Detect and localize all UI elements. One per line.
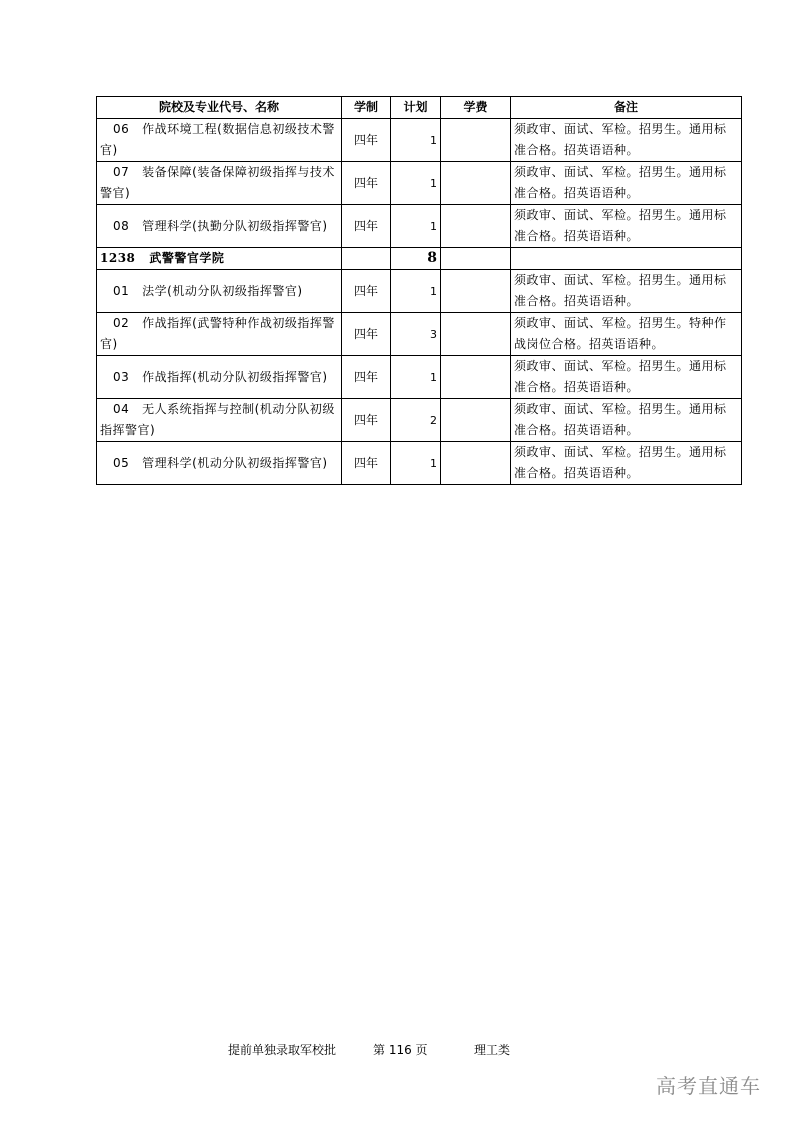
cell-tuition — [441, 119, 511, 162]
table-row — [97, 119, 742, 162]
cell-tuition — [441, 313, 511, 356]
cell-duration: 四年 — [342, 162, 391, 205]
school-row — [97, 248, 742, 270]
cell-duration: 四年 — [342, 399, 391, 442]
cell-tuition — [441, 270, 511, 313]
admissions-table — [96, 96, 742, 485]
cell-remarks: 须政审、面试、军检。招男生。通用标准合格。招英语语种。 — [511, 162, 742, 205]
table-row — [97, 313, 742, 356]
header-name: 院校及专业代号、名称 — [97, 97, 342, 119]
table-body — [97, 119, 742, 485]
table-row — [97, 399, 742, 442]
cell-plan: 1 — [391, 442, 441, 485]
cell-plan: 8 — [391, 248, 441, 270]
cell-tuition — [441, 205, 511, 248]
cell-tuition — [441, 162, 511, 205]
cell-duration: 四年 — [342, 356, 391, 399]
header-remarks: 备注 — [511, 97, 742, 119]
cell-plan: 2 — [391, 399, 441, 442]
cell-remarks — [511, 248, 742, 270]
cell-plan: 1 — [391, 270, 441, 313]
cell-tuition — [441, 399, 511, 442]
cell-plan: 1 — [391, 119, 441, 162]
cell-remarks: 须政审、面试、军检。招男生。通用标准合格。招英语语种。 — [511, 270, 742, 313]
table-header-row — [97, 97, 742, 119]
cell-name: 03 作战指挥(机动分队初级指挥警官) — [97, 356, 342, 399]
cell-tuition — [441, 442, 511, 485]
footer-batch: 提前单独录取军校批 — [228, 1043, 337, 1057]
cell-duration: 四年 — [342, 442, 391, 485]
cell-name: 04 无人系统指挥与控制(机动分队初级指挥警官) — [97, 399, 342, 442]
table-row — [97, 162, 742, 205]
cell-tuition — [441, 248, 511, 270]
cell-name: 01 法学(机动分队初级指挥警官) — [97, 270, 342, 313]
cell-remarks: 须政审、面试、军检。招男生。通用标准合格。招英语语种。 — [511, 119, 742, 162]
cell-remarks: 须政审、面试、军检。招男生。通用标准合格。招英语语种。 — [511, 399, 742, 442]
cell-name: 07 装备保障(装备保障初级指挥与技术警官) — [97, 162, 342, 205]
cell-name: 02 作战指挥(武警特种作战初级指挥警官) — [97, 313, 342, 356]
footer-category: 理工类 — [474, 1043, 511, 1057]
footer-page-number: 第 116 页 — [373, 1043, 428, 1057]
watermark-text: 高考直通车 — [656, 1074, 761, 1098]
cell-remarks: 须政审、面试、军检。招男生。通用标准合格。招英语语种。 — [511, 205, 742, 248]
cell-name: 1238 武警警官学院 — [97, 248, 342, 270]
cell-name: 08 管理科学(执勤分队初级指挥警官) — [97, 205, 342, 248]
cell-plan: 1 — [391, 205, 441, 248]
cell-duration: 四年 — [342, 205, 391, 248]
table-row — [97, 356, 742, 399]
header-tuition: 学费 — [441, 97, 511, 119]
cell-duration — [342, 248, 391, 270]
cell-remarks: 须政审、面试、军检。招男生。通用标准合格。招英语语种。 — [511, 442, 742, 485]
cell-remarks: 须政审、面试、军检。招男生。通用标准合格。招英语语种。 — [511, 356, 742, 399]
cell-tuition — [441, 356, 511, 399]
table-row — [97, 205, 742, 248]
header-plan: 计划 — [391, 97, 441, 119]
header-duration: 学制 — [342, 97, 391, 119]
cell-plan: 3 — [391, 313, 441, 356]
table-row — [97, 270, 742, 313]
cell-duration: 四年 — [342, 313, 391, 356]
cell-plan: 1 — [391, 356, 441, 399]
table-row — [97, 442, 742, 485]
cell-name: 06 作战环境工程(数据信息初级技术警官) — [97, 119, 342, 162]
cell-plan: 1 — [391, 162, 441, 205]
cell-duration: 四年 — [342, 270, 391, 313]
cell-duration: 四年 — [342, 119, 391, 162]
cell-name: 05 管理科学(机动分队初级指挥警官) — [97, 442, 342, 485]
cell-remarks: 须政审、面试、军检。招男生。特种作战岗位合格。招英语语种。 — [511, 313, 742, 356]
